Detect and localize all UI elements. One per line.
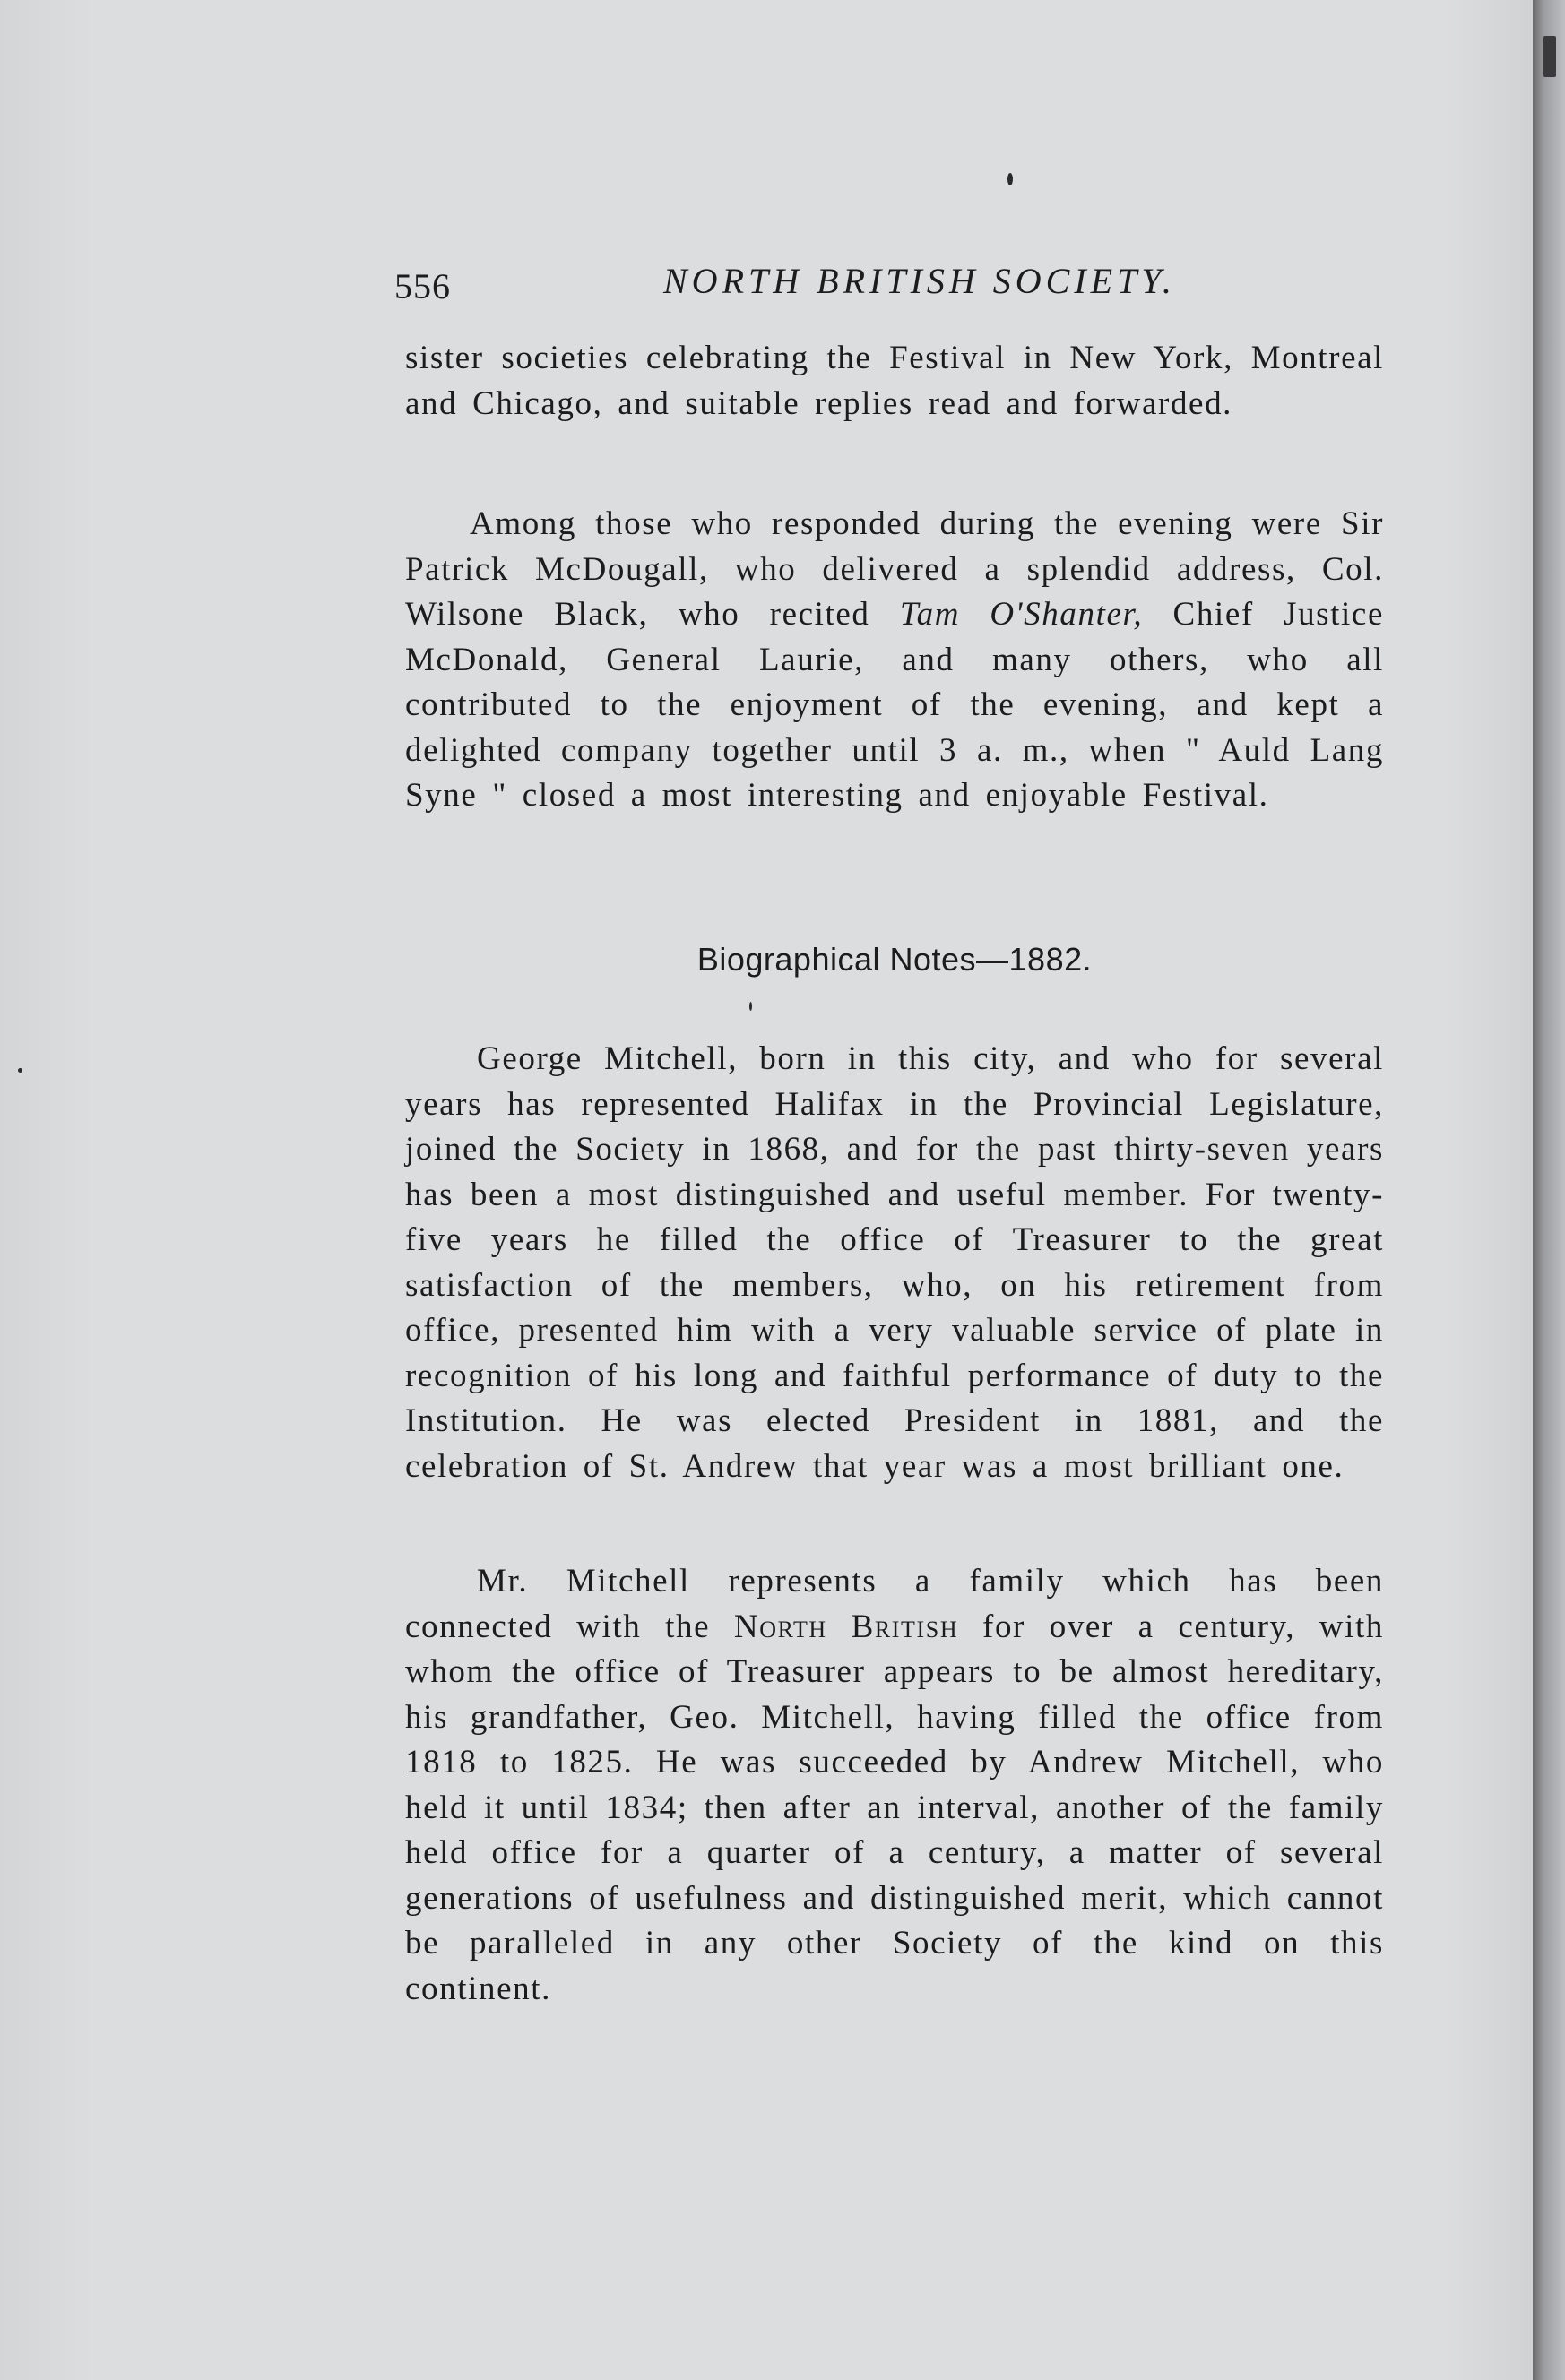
poem-title: Tam O'Shanter, [899, 596, 1144, 633]
scan-edge-mark [1543, 36, 1556, 77]
page-edge-shadow [1533, 0, 1565, 2380]
paragraph-george-mitchell: George Mitchell, born in this city, and who for several years has represented Halifax in the Provincial Legislature, joined the Society in 1868, and for the past thirty-seven years has been a most distinguished and useful member. For twenty-five years he filled the office of Treasurer to the great satisfaction of the members, who, on his retirement from office, presented him with a very valuable service of plate in recognition of his long and faithful performance of duty to the Institution. He was elected President in 1881, and the celebration of St. Andrew that year was a most brilliant one. [405, 1040, 1384, 1485]
ink-speck [749, 1002, 752, 1011]
page-header [394, 260, 1380, 323]
section-heading: Biographical Notes—1882. [696, 941, 1093, 978]
paragraph-mitchell-family-text-2: for over a century, with whom the office of Treasurer appears to be almost hereditary, his grandfather, Geo. Mitchell, having filled the office from 1818 to 1825. He was succeeded by Andrew Mitchell, who held it until 1834; then after an interval, another of the family held office for a quarter of a century, a matter of several generations of usefulness and distinguished merit, which cannot be paralleled in any other Society of the kind on this continent. [405, 1608, 1384, 2007]
paragraph-mitchell-family [405, 1559, 1384, 2012]
paragraph-responders [405, 502, 1384, 819]
paragraph-responders-text-2: Chief Justice McDonald, General Laurie, and many others, who all contributed to the enjoyment of the evening, and kept a delighted company together until 3 a. m., when " Auld Lang Syne " closed a most interesting and enjoyable Festival. [405, 596, 1384, 814]
ink-speck [18, 1068, 22, 1073]
running-title: NORTH BRITISH SOCIETY. [663, 261, 1176, 301]
paragraph-responders-text-1: Among those who responded during the evening were Sir Patrick McDougall, who delivered a splendid address, Col. Wilsone Black, who recited [405, 505, 1384, 633]
ink-speck [1007, 173, 1013, 185]
page-number: 556 [394, 266, 451, 306]
paragraph-mitchell-family-text-1: Mr. Mitchell represents a family which has been connected with the [405, 1563, 1384, 1645]
paragraph-festival-replies: sister societies celebrating the Festival in New York, Montreal and Chicago, and suitable replies read and forwarded. [405, 340, 1384, 422]
society-name: North British [733, 1608, 959, 1645]
